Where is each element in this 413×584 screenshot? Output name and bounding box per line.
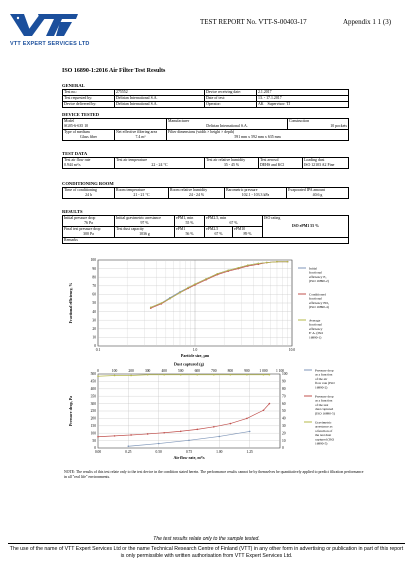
logo-text: VTT EXPERT SERVICES LTD: [10, 41, 90, 47]
legend-label: flow rate (ISO: [315, 381, 335, 386]
cell-value: 2.1.2017: [257, 90, 349, 96]
data-point: [150, 307, 152, 309]
y2-tick-label: 10: [282, 438, 286, 443]
cell-cond-pressure: [225, 188, 287, 199]
section-test-data: TEST DATA: [62, 151, 88, 156]
footer-relates: The test results relate only to the sample tested.: [153, 536, 260, 542]
data-point: [247, 264, 249, 266]
epm10-label: ePM10: [234, 227, 246, 231]
device-table: [62, 118, 349, 141]
data-point: [287, 261, 289, 263]
data-point: [196, 429, 198, 431]
construction-value: 10 pockets: [330, 123, 348, 128]
data-point: [213, 374, 215, 376]
x-tick-label: 1.00: [216, 450, 223, 454]
legend-label: as a function: [315, 372, 333, 377]
cell-cond-humidity: [169, 188, 225, 199]
data-point: [263, 374, 265, 376]
manufacturer-label: Manufacturer: [168, 119, 190, 123]
cell-epm10: [233, 227, 263, 238]
data-point: [163, 432, 165, 434]
x2-tick-label: 300: [144, 369, 151, 373]
flow-value: 0.944 m³/s: [64, 162, 81, 167]
legend-label: fractional: [309, 322, 322, 327]
legend-label: Average: [309, 318, 321, 323]
data-point: [194, 283, 196, 285]
cell-value: Deltrian International S.A.: [115, 102, 205, 108]
cell-epm1: [175, 227, 205, 238]
cond-humidity-value: 24 - 24 %: [188, 192, 205, 197]
init-dp-value: 76 Pa: [84, 220, 93, 225]
results-note: NOTE: The results of this test relate only to the test device in the condition stated herein. The performance results cannot be by themselves be quantitatively applied to predict filtration performance in all "real life" environments.: [64, 470, 364, 479]
legend-label: 16890-5): [315, 441, 328, 446]
legend-label: Pressure drop: [315, 394, 334, 399]
cond-humidity-label: Room relative humidity: [170, 188, 208, 192]
x-axis-label: Particle size, µm: [180, 353, 210, 358]
legend-label: arrestance as: [315, 424, 333, 429]
table-row: [63, 188, 349, 199]
supervisor-label: Supervisor:: [267, 102, 286, 106]
x-tick-label: 0.75: [185, 450, 193, 454]
y-tick-label: 250: [90, 409, 96, 414]
y-tick-label: 100: [90, 431, 96, 436]
data-point: [169, 298, 171, 300]
data-point: [258, 263, 260, 265]
legend-label: of the air: [315, 376, 328, 381]
table-row: [63, 238, 349, 244]
dust-label: Loading dust: [304, 158, 325, 162]
flow-label: Test air flow rate: [64, 158, 91, 162]
legend-label: captured (ISO: [315, 437, 335, 442]
legend-label: of the test: [315, 402, 329, 407]
rating-label: ISO rating: [264, 216, 281, 220]
epm25min-value: 67 %: [229, 220, 238, 225]
data-point: [147, 433, 149, 435]
cond-pressure-value: 102.1 - 103.3 kPa: [241, 192, 270, 197]
y-tick-label: 50: [92, 438, 96, 443]
rating-value: ISO ePM1 55 %: [291, 223, 320, 228]
data-point: [114, 435, 116, 437]
y2-tick-label: 60: [282, 401, 286, 406]
x-tick-label: 0.25: [125, 450, 132, 454]
legend-label: Conditioned: [309, 292, 326, 297]
cell-cond-temp: [115, 188, 169, 199]
epm10-value: 89 %: [243, 231, 252, 236]
y-tick-label: 50: [92, 301, 96, 306]
section-results: RESULTS: [62, 209, 83, 214]
legend-label: dust captured: [315, 407, 334, 412]
y-axis-label: Fractional efficiency, %: [68, 282, 73, 324]
legend-label: fractional: [309, 270, 322, 275]
x-tick-label: 0.50: [155, 450, 162, 454]
dimensions-value: 591 mm x 592 mm x 635 mm: [234, 134, 281, 139]
table-row: [63, 216, 349, 227]
cell-remarks: Remarks: [63, 238, 349, 244]
grav-value: 97 %: [140, 220, 149, 225]
x2-tick-label: 600: [194, 369, 200, 373]
area-label: Net effective filtering area: [116, 130, 158, 134]
x2-tick-label: 1 000: [259, 369, 268, 373]
x2-tick-label: 800: [227, 369, 234, 373]
capacity-value: 1036 g: [139, 231, 150, 236]
data-point: [163, 374, 165, 376]
data-point: [130, 434, 132, 436]
x-axis-label: Air flow rate, m³/s: [173, 455, 205, 460]
y-tick-label: 100: [90, 258, 96, 263]
report-number: TEST REPORT No. VTT-S-00403-17: [200, 18, 307, 26]
humidity-value: 35 - 45 %: [223, 162, 240, 167]
construction-label: Construction: [289, 119, 310, 123]
legend-label: efficiency E₀: [309, 274, 327, 279]
cell-label: Date of test:: [205, 96, 257, 102]
data-point: [114, 375, 116, 377]
y-tick-label: 300: [90, 401, 96, 406]
y-tick-label: 90: [92, 266, 96, 271]
data-point: [219, 436, 221, 438]
data-point: [238, 267, 240, 269]
grav-label: Initial gravimetric arrestance: [116, 216, 161, 220]
x2-tick-label: 100: [111, 369, 118, 373]
legend-label: as a function: [315, 398, 333, 403]
init-dp-label: Initial pressure drop: [64, 216, 96, 220]
cell-epm25min: [205, 216, 263, 227]
x-tick-label: 1.0: [192, 348, 198, 352]
x2-tick-label: 900: [244, 369, 250, 373]
legend-label: the test dust: [315, 433, 332, 438]
data-point: [249, 431, 251, 433]
legend-label: Pressure drop: [315, 368, 334, 373]
cell-label: Operator:: [205, 102, 257, 108]
x2-tick-label: 500: [178, 369, 184, 373]
cell-cond-time: [63, 188, 115, 199]
supervisor-value: TJ: [286, 102, 291, 106]
data-point: [276, 261, 278, 263]
cell-label: Test no.:: [63, 90, 115, 96]
results-table: [62, 215, 349, 244]
legend-label: (ISO 16890-4): [309, 305, 329, 310]
cell-capacity: [115, 227, 175, 238]
legend-label: 16890-2): [315, 385, 328, 390]
y2-tick-label: 0: [282, 446, 284, 451]
data-point: [179, 292, 181, 294]
legend-label: Gravimetric: [315, 420, 332, 425]
data-point: [130, 375, 132, 377]
cell-init-dp: [63, 216, 115, 227]
cell-temp: [115, 158, 205, 169]
cell-rating: [263, 216, 349, 238]
section-general: GENERAL: [62, 83, 85, 88]
temp-label: Test air temperature: [116, 158, 148, 162]
legend-label: fractional: [309, 296, 322, 301]
pressure-drop-chart: [60, 362, 380, 468]
aerosol-value: DEHS and KCl: [260, 162, 285, 167]
data-point: [205, 278, 207, 280]
data-point: [269, 374, 271, 376]
cell-manufacturer: [167, 119, 288, 130]
cell-value: [257, 102, 349, 108]
y-tick-label: 0: [94, 446, 96, 451]
manufacturer-value: Deltrian International S.A.: [206, 123, 248, 128]
y2-tick-label: 70: [282, 394, 286, 399]
y-tick-label: 20: [92, 327, 96, 331]
legend-label: E·Aₑ (ISO: [309, 331, 323, 336]
legend-label: 16890-1): [309, 335, 322, 340]
cell-value: 13. - 17.1.2017: [257, 96, 349, 102]
humidity-label: Test air relative humidity: [206, 158, 246, 162]
y-tick-label: 10: [92, 335, 96, 340]
epm1-value: 56 %: [185, 231, 194, 236]
cell-label: Device receiving date:: [205, 90, 257, 96]
y-tick-label: 40: [92, 309, 96, 314]
section-conditioning: CONDITIONING ROOM: [62, 181, 114, 186]
cell-dust: [303, 158, 349, 169]
final-dp-label: Final test pressure drop: [64, 227, 101, 231]
y-tick-label: 200: [90, 416, 96, 421]
y2-tick-label: 50: [282, 409, 286, 414]
data-point: [97, 375, 99, 377]
y-tick-label: 350: [90, 394, 96, 399]
data-point: [147, 374, 149, 376]
epm25-value: 67 %: [214, 231, 223, 236]
x2-tick-label: 0: [97, 369, 99, 373]
cell-medium: [63, 130, 115, 141]
data-point: [227, 270, 229, 272]
capacity-label: Test dust capacity: [116, 227, 144, 231]
data-point: [188, 440, 190, 442]
data-point: [128, 445, 130, 447]
test-data-table: [62, 157, 349, 169]
y2-tick-label: 100: [282, 372, 288, 377]
cell-value: Deltrian International S.A.: [115, 96, 205, 102]
legend-label: (ISO 16890-2): [309, 279, 329, 284]
fractional-efficiency-chart: [60, 254, 380, 362]
cell-area: [115, 130, 167, 141]
y2-tick-label: 40: [282, 416, 286, 421]
cell-humidity: [205, 158, 259, 169]
cond-time-value: 24 h: [85, 192, 92, 197]
y2-tick-label: 30: [282, 424, 286, 428]
x2-axis-label: Dust captured (g): [174, 362, 204, 367]
dimensions-label: Filter dimensions (width × height × depth): [168, 130, 235, 134]
data-point: [230, 374, 232, 376]
cell-dimensions: [167, 130, 349, 141]
data-point: [246, 374, 248, 376]
legend-label: a function of: [315, 428, 333, 433]
x2-tick-label: 200: [128, 369, 134, 373]
model-label: Model: [64, 119, 75, 123]
cell-final-dp: [63, 227, 115, 238]
conditioning-table: [62, 187, 349, 199]
y-axis-label: Pressure drop, Pa: [68, 395, 73, 427]
y-tick-label: 400: [90, 387, 96, 391]
legend-label: Initial: [309, 266, 318, 271]
x-tick-label: 0.1: [95, 348, 101, 352]
cond-pressure-label: Barometric pressure: [226, 188, 258, 192]
cond-temp-value: 21 - 21 °C: [133, 192, 150, 197]
data-point: [230, 423, 232, 425]
y-tick-label: 30: [92, 318, 96, 323]
model-value: SG05-6-635 10: [64, 123, 89, 128]
cond-ipa-value: 40.6 g: [312, 192, 323, 197]
data-point: [180, 430, 182, 432]
y-tick-label: 500: [90, 372, 96, 377]
epm25-label: ePM2.5: [206, 227, 219, 231]
cell-epm25: [205, 227, 233, 238]
epm25min-label: ePM2.5, min: [206, 216, 227, 220]
cell-aerosol: [259, 158, 303, 169]
x-tick-label: 10.0: [288, 348, 296, 352]
data-point: [187, 287, 189, 289]
x2-tick-label: 700: [211, 369, 217, 373]
document-title: ISO 16890-1:2016 Air Filter Test Results: [62, 68, 166, 74]
temp-value: 22 - 24 °C: [151, 162, 168, 167]
data-point: [158, 443, 160, 445]
y2-tick-label: 20: [282, 431, 286, 436]
cond-temp-label: Room temperature: [116, 188, 146, 192]
cell-flow: [63, 158, 115, 169]
y-tick-label: 80: [92, 275, 96, 280]
cell-label: Test requested by:: [63, 96, 115, 102]
y-tick-label: 70: [92, 284, 96, 288]
cond-ipa-label: Evaporated IPA amount: [288, 188, 326, 192]
table-row: [63, 102, 349, 108]
data-point: [180, 374, 182, 376]
cond-time-label: Time of conditioning: [64, 188, 97, 192]
data-point: [97, 436, 99, 438]
section-device: DEVICE TESTED: [62, 112, 100, 117]
operator-value: AK: [258, 102, 264, 106]
y-tick-label: 450: [90, 379, 96, 384]
cell-epm1min: [175, 216, 205, 227]
table-row: [63, 130, 349, 141]
x2-tick-label: 1 100: [275, 369, 285, 373]
aerosol-label: Test aerosol: [260, 158, 279, 162]
medium-value: Glass fiber: [80, 134, 97, 139]
footer-use-notice: The use of the name of VTT Expert Services Ltd or the name Technical Research Centre of Finland (VTT) in any other form in advertising or publication in part of this report is only permissible with written authorisation from VTT Expert Services Ltd.: [9, 546, 404, 559]
table-row: [63, 119, 349, 130]
data-point: [213, 426, 215, 428]
y-tick-label: 0: [94, 344, 96, 349]
final-dp-value: 300 Pa: [83, 231, 94, 236]
data-point: [246, 418, 248, 420]
legend-label: efficiency ED₀: [309, 300, 330, 305]
x-tick-label: 1.25: [246, 450, 253, 454]
data-point: [217, 273, 219, 275]
legend-label: (ISO 16890-5): [315, 411, 335, 416]
cell-model: [63, 119, 167, 130]
y-tick-label: 150: [90, 424, 96, 428]
cell-construction: [288, 119, 349, 130]
appendix-label: Appendix 1 1 (3): [343, 18, 392, 26]
table-row: [63, 158, 349, 169]
data-point: [161, 302, 163, 304]
cell-label: Device delivered by:: [63, 102, 115, 108]
epm1min-label: ePM1, min: [176, 216, 194, 220]
epm1-label: ePM1: [176, 227, 186, 231]
epm1min-value: 55 %: [185, 220, 194, 225]
y2-tick-label: 90: [282, 379, 286, 384]
x-tick-label: 0.00: [94, 450, 102, 454]
cell-grav: [115, 216, 175, 227]
y-tick-label: 60: [92, 292, 96, 297]
data-point: [196, 374, 198, 376]
data-point: [269, 403, 271, 405]
vtt-logo: [10, 10, 80, 40]
data-point: [266, 262, 268, 264]
x2-tick-label: 400: [161, 369, 167, 373]
legend-label: efficiency: [309, 326, 323, 331]
y2-tick-label: 80: [282, 387, 286, 391]
medium-label: Type of medium: [64, 130, 90, 134]
data-point: [263, 409, 265, 411]
footer-divider: [8, 543, 405, 544]
general-table: [62, 89, 349, 108]
dust-value: ISO 12103 A2 Fine: [304, 162, 335, 167]
cell-value: 275552: [115, 90, 205, 96]
area-value: 7.4 m²: [135, 134, 146, 139]
cell-cond-ipa: [287, 188, 349, 199]
